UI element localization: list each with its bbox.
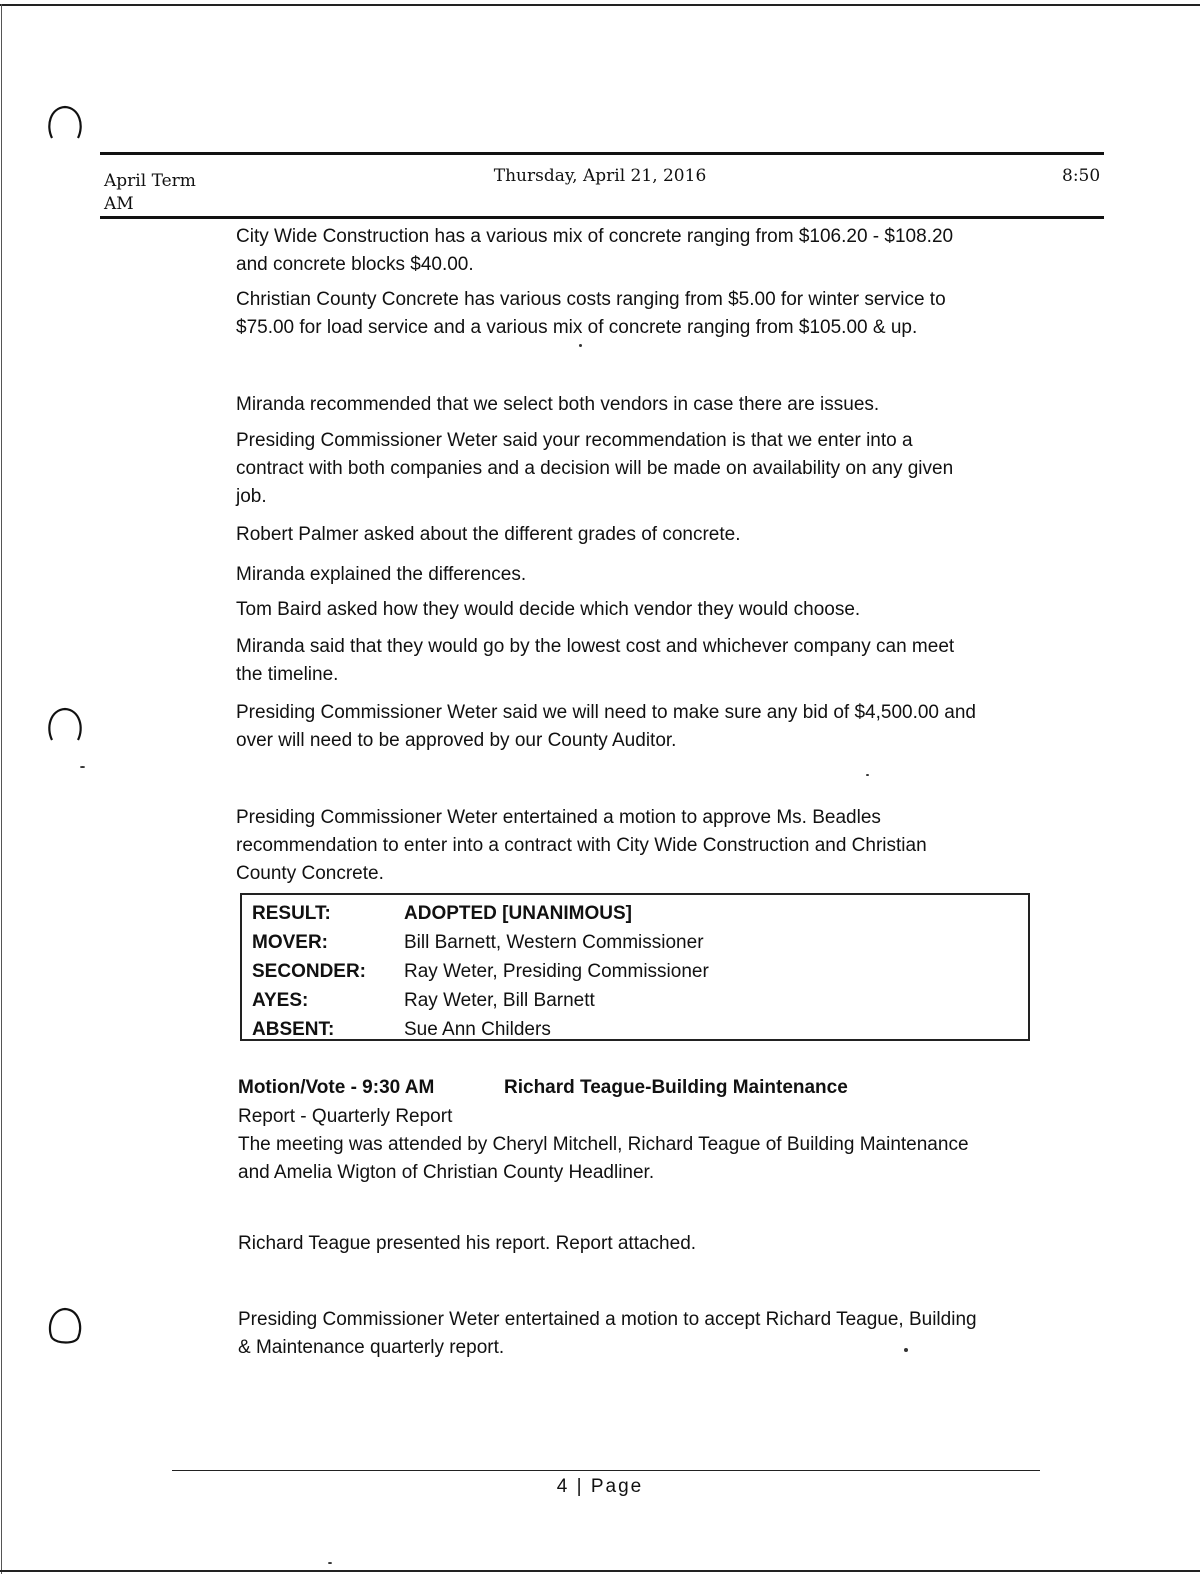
- paragraph-report-attendance: Report - Quarterly Report The meeting was attended by Cheryl Mitchell, Richard Teague of Building Maintenance and Amelia Wigton of Christian County Headliner.: [238, 1106, 969, 1183]
- paragraph-weter-recommendation: Presiding Commissioner Weter said your recommendation is that we enter into a contract with both companies and a decision will be made on availability on any given job.: [236, 430, 954, 507]
- vote-label: ABSENT:: [252, 1019, 335, 1040]
- vote-value: Bill Barnett, Western Commissioner: [404, 932, 704, 953]
- punch-hole-icon: [46, 1306, 84, 1344]
- scan-speck: [80, 766, 85, 768]
- vote-value: Sue Ann Childers: [404, 1019, 551, 1040]
- vote-label: RESULT:: [252, 903, 331, 924]
- paragraph-motion-approve: Presiding Commissioner Weter entertained a motion to approve Ms. Beadles recommendation to enter into a contract with City Wide Construction and Christian County Concrete.: [236, 807, 927, 884]
- scan-edge-left: [1, 4, 2, 1574]
- paragraph-christian-county-concrete: Christian County Concrete has various costs ranging from $5.00 for winter service to $75.00 for load service and a various mix of concrete ranging from $105.00 & up.: [236, 289, 946, 338]
- vote-value: Ray Weter, Bill Barnett: [404, 990, 595, 1011]
- paragraph-auditor-approval: Presiding Commissioner Weter said we will need to make sure any bid of $4,500.00 and over will need to be approved by our County Auditor.: [236, 702, 976, 751]
- footer-rule: [172, 1470, 1040, 1471]
- paragraph-palmer-question: Robert Palmer asked about the different grades of concrete.: [236, 524, 741, 545]
- paragraph-motion-accept: Presiding Commissioner Weter entertained a motion to accept Richard Teague, Building & Maintenance quarterly report.: [238, 1309, 977, 1358]
- vote-row-mover: [252, 928, 1012, 957]
- vote-row-result: [252, 899, 1012, 928]
- vote-value: Ray Weter, Presiding Commissioner: [404, 961, 709, 982]
- motion-vote-title: Richard Teague-Building Maintenance: [504, 1077, 848, 1098]
- header-rule-bottom: [100, 216, 1104, 219]
- header-term-line1: April Term: [104, 171, 196, 191]
- header-time: 8:50: [1062, 166, 1101, 186]
- vote-row-absent: [252, 1015, 1012, 1044]
- vote-label: AYES:: [252, 990, 309, 1011]
- scan-edge-bottom: [0, 1570, 1200, 1572]
- vote-value: ADOPTED [UNANIMOUS]: [404, 903, 632, 924]
- header-rule-top: [100, 152, 1104, 155]
- vote-label: MOVER:: [252, 932, 328, 953]
- header-date: Thursday, April 21, 2016: [493, 166, 707, 186]
- scan-speck: [866, 774, 869, 776]
- vote-row-ayes: [252, 986, 1012, 1015]
- vote-result-table: [240, 893, 1030, 1041]
- paragraph-baird-question: Tom Baird asked how they would decide which vendor they would choose.: [236, 599, 861, 620]
- scan-speck: [904, 1348, 908, 1352]
- paragraph-report-presented: Richard Teague presented his report. Report attached.: [238, 1233, 697, 1254]
- scan-speck: [328, 1562, 332, 1564]
- paragraph-miranda-recommendation: Miranda recommended that we select both vendors in case there are issues.: [236, 394, 880, 415]
- paragraph-miranda-lowest-cost: Miranda said that they would go by the lowest cost and whichever company can meet the timeline.: [236, 636, 955, 685]
- vote-row-seconder: [252, 957, 1012, 986]
- scan-edge-top: [0, 4, 1200, 6]
- paragraph-miranda-explained: Miranda explained the differences.: [236, 564, 527, 585]
- punch-hole-icon: [46, 706, 84, 744]
- vote-label: SECONDER:: [252, 961, 367, 982]
- page-number: 4 | Page: [556, 1476, 644, 1497]
- paragraph-city-wide: City Wide Construction has a various mix of concrete ranging from $106.20 - $108.20 and concrete blocks $40.00.: [236, 226, 954, 275]
- header-term-line2: AM: [104, 194, 134, 214]
- punch-hole-icon: [46, 104, 84, 142]
- motion-vote-label: Motion/Vote - 9:30 AM: [238, 1077, 435, 1098]
- scan-speck: [579, 344, 582, 347]
